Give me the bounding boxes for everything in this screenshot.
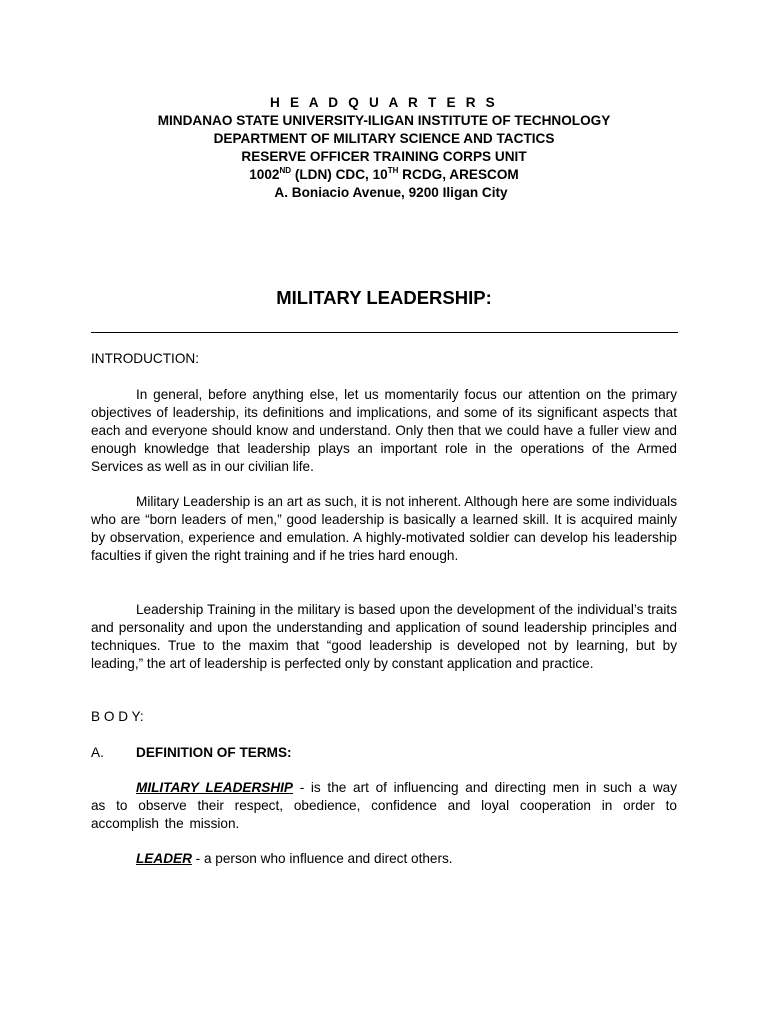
body-label: B O D Y: bbox=[91, 709, 144, 724]
letterhead-command bbox=[0, 166, 768, 184]
command-sup-th: TH bbox=[387, 166, 399, 175]
letterhead-university: MINDANAO STATE UNIVERSITY-ILIGAN INSTITUTE OF TECHNOLOGY bbox=[157, 113, 611, 128]
title-divider bbox=[91, 332, 678, 333]
introduction-label: INTRODUCTION: bbox=[91, 351, 199, 366]
command-part-a: 1002 bbox=[249, 167, 280, 182]
intro-paragraph-2: Military Leadership is an art as such, it is not inherent. Although here are some individuals who are “born leaders of men,” good leadership is basically a learned skill. It is acquired mainly by observation, experience and emulation. A highly-motivated soldier can develop his leadership faculties if given the right training and if he tries hard enough. bbox=[91, 494, 677, 563]
section-a-heading bbox=[91, 744, 292, 762]
definition-text-2: - a person who influence and direct others. bbox=[191, 851, 453, 866]
letterhead-department: DEPARTMENT OF MILITARY SCIENCE AND TACTICS bbox=[213, 131, 555, 146]
command-sup-nd: ND bbox=[279, 166, 292, 175]
command-part-c: RCDG, ARESCOM bbox=[398, 167, 519, 182]
definition-leader bbox=[91, 850, 677, 868]
definition-text-1: - is the art of influencing and directing men in such a way as to observe their respect, obedience, confidence and loyal cooperation in order to accomplish the mission. bbox=[91, 780, 677, 831]
definition-military-leadership bbox=[91, 779, 677, 833]
intro-paragraph-1: In general, before anything else, let us momentarily focus our attention on the primary objectives of leadership, its definitions and implications, and some of its significant aspects that each and everyone should know and understand. Only then that we could have a fuller view and enough knowledge that leadership plays an important role in the operations of the Armed Services as well as in our civilian life. bbox=[91, 387, 677, 474]
document-title: MILITARY LEADERSHIP: bbox=[276, 287, 492, 308]
letterhead-unit: RESERVE OFFICER TRAINING CORPS UNIT bbox=[241, 149, 527, 164]
letterhead bbox=[0, 94, 768, 202]
section-a-letter: A. bbox=[91, 745, 104, 760]
intro-paragraph-3: Leadership Training in the military is based upon the development of the individual’s traits and personality and upon the understanding and application of sound leadership principles and techniques. True to the maxim that “good leadership is developed not by learning, but by leading,” the art of leadership is perfected only by constant application and practice. bbox=[91, 602, 677, 671]
command-part-b: (LDN) CDC, 10 bbox=[291, 167, 388, 182]
letterhead-address: A. Boniacio Avenue, 9200 Iligan City bbox=[274, 185, 508, 200]
term-military-leadership: MILITARY LEADERSHIP bbox=[136, 780, 293, 795]
letterhead-headquarters: H E A D Q U A R T E R S bbox=[270, 95, 498, 110]
section-a-title: DEFINITION OF TERMS: bbox=[136, 745, 292, 760]
term-leader: LEADER bbox=[136, 851, 192, 866]
